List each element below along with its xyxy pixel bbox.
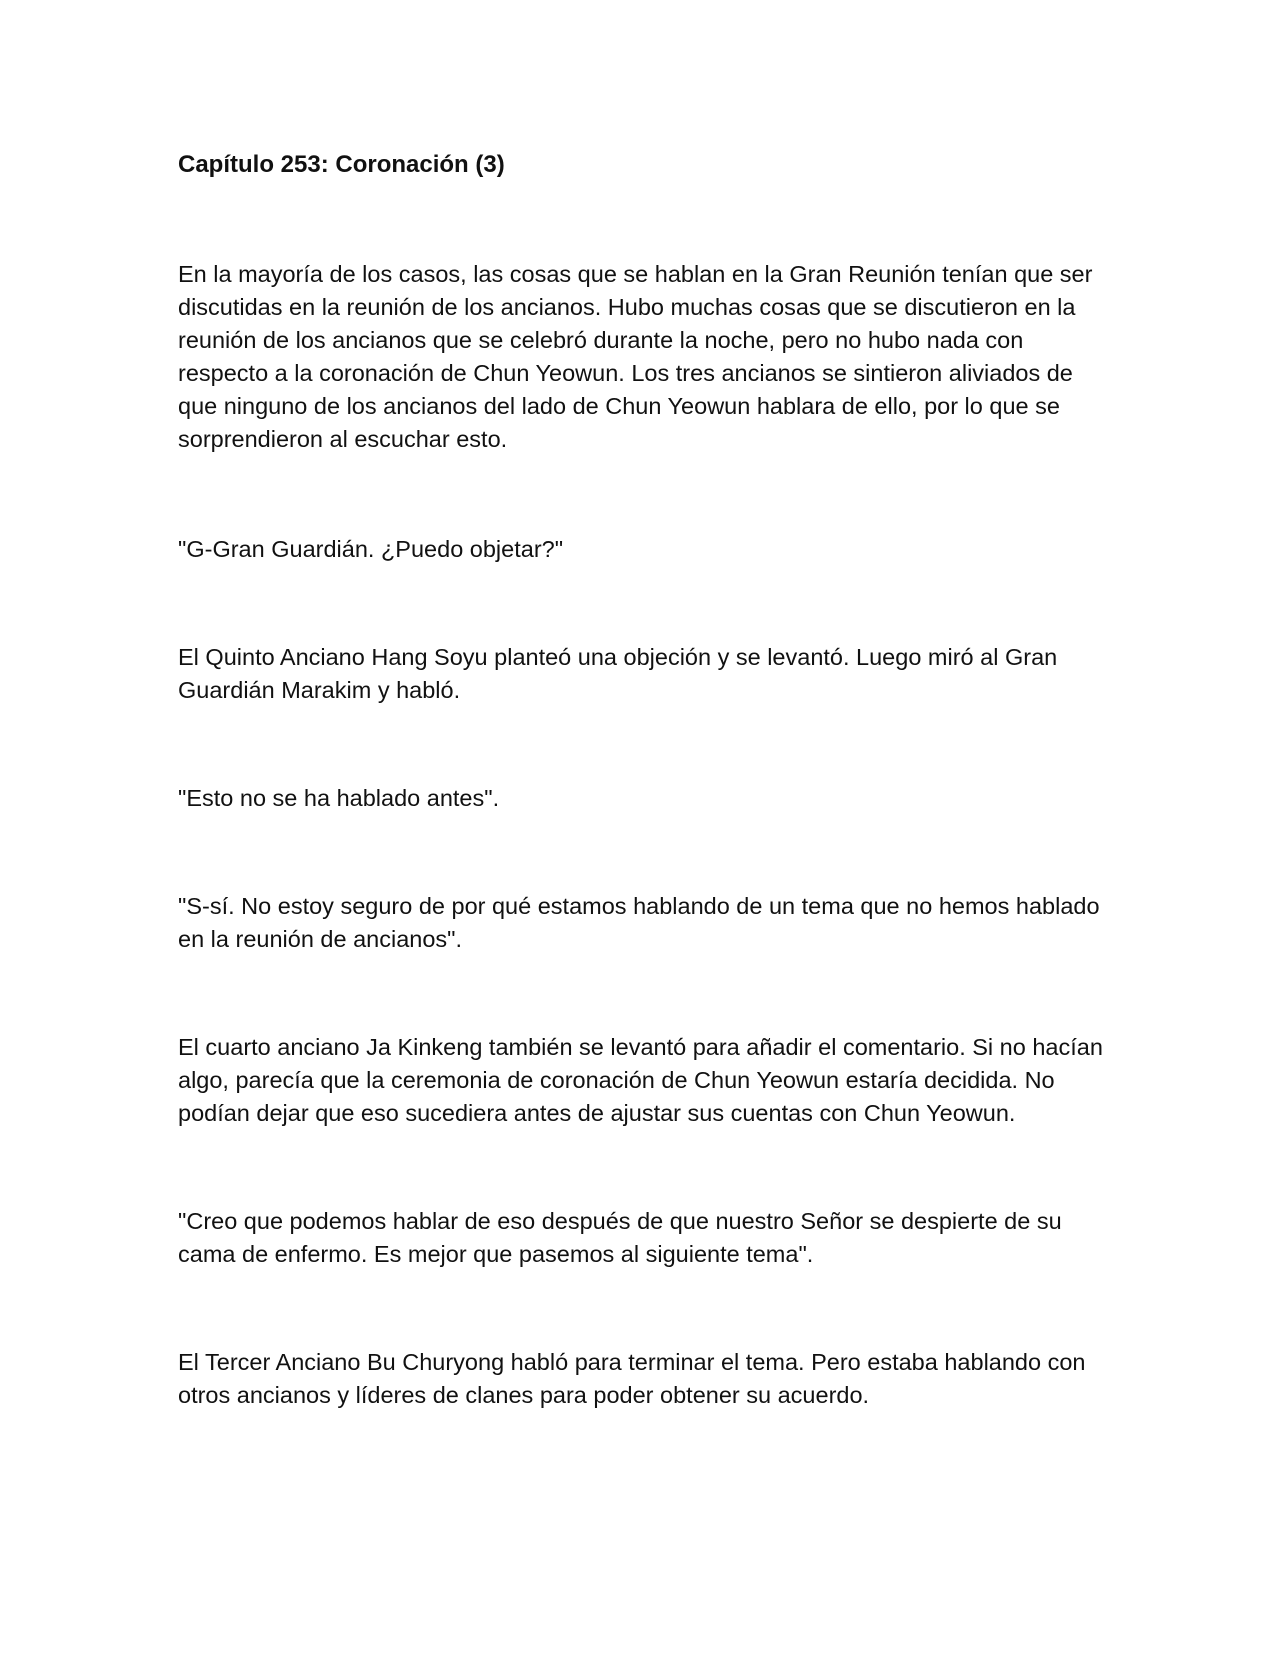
paragraph-7: "Creo que podemos hablar de eso después de que nuestro Señor se despierte de su cama de enfermo. Es mejor que pasemos al siguiente tema". xyxy=(178,1208,1062,1267)
paragraph-4: "Esto no se ha hablado antes". xyxy=(178,785,500,811)
paragraph-8: El Tercer Anciano Bu Churyong habló para terminar el tema. Pero estaba hablando con otros ancianos y líderes de clanes para poder obtener su acuerdo. xyxy=(178,1349,1086,1408)
paragraph-5: "S-sí. No estoy seguro de por qué estamos hablando de un tema que no hemos hablado en la reunión de ancianos". xyxy=(178,893,1100,952)
document-body xyxy=(178,148,1108,1412)
paragraph-2: "G-Gran Guardián. ¿Puedo objetar?" xyxy=(178,536,564,562)
chapter-title: Capítulo 253: Coronación (3) xyxy=(178,151,505,178)
paragraph-1: En la mayoría de los casos, las cosas que se hablan en la Gran Reunión tenían que ser discutidas en la reunión de los ancianos. Hubo muchas cosas que se discutieron en la reunión de los ancianos que se celebró durante la noche, pero no hubo nada con respecto a la coronación de Chun Yeowun. Los tres ancianos se sintieron aliviados de que ninguno de los ancianos del lado de Chun Yeowun hablara de ello, por lo que se sorprendieron al escuchar esto. xyxy=(178,261,1093,452)
paragraph-3: El Quinto Anciano Hang Soyu planteó una objeción y se levantó. Luego miró al Gran Guardián Marakim y habló. xyxy=(178,644,1058,703)
paragraph-6: El cuarto anciano Ja Kinkeng también se levantó para añadir el comentario. Si no hacían algo, parecía que la ceremonia de coronación de Chun Yeowun estaría decidida. No podían dejar que eso sucediera antes de ajustar sus cuentas con Chun Yeowun. xyxy=(178,1034,1103,1126)
